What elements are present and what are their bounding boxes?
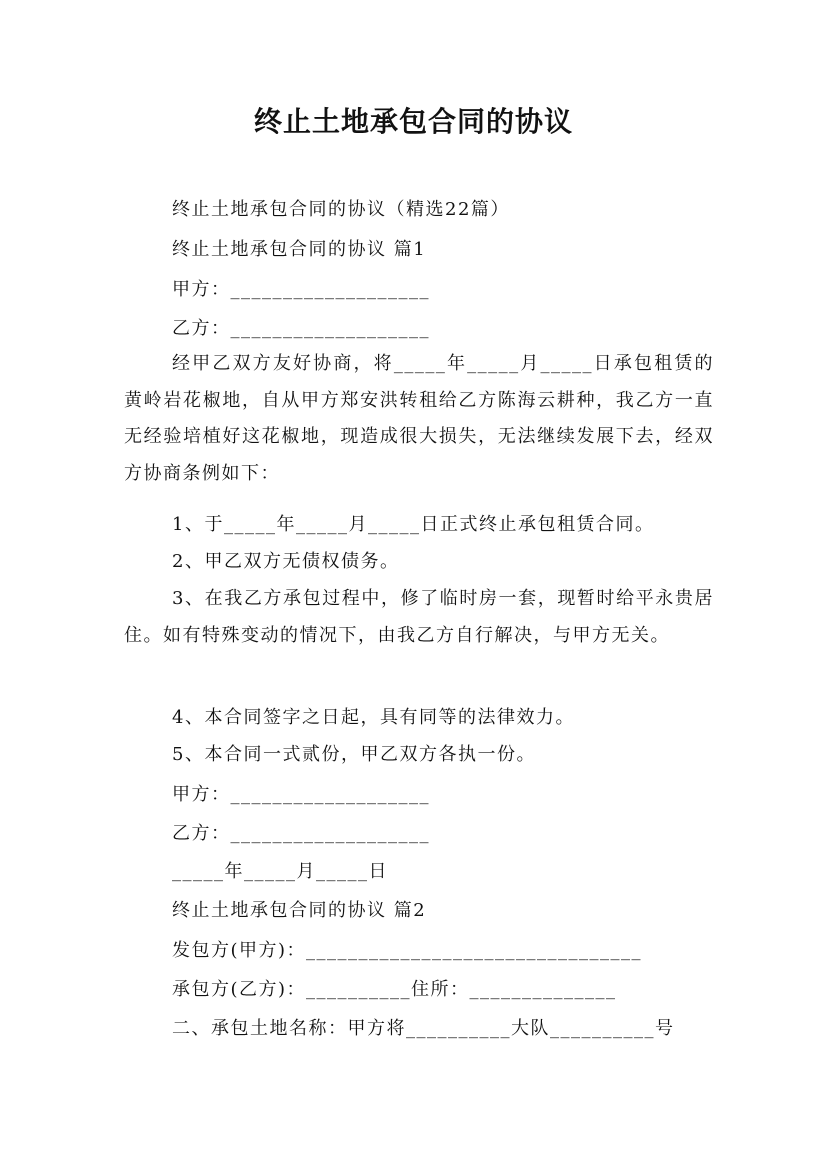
clause-3: 3、在我乙方承包过程中，修了临时房一套，现暂时给平永贵居住。如有特殊变动的情况下，由我乙方自行解决，与甲方无关。: [124, 588, 714, 646]
clause-2: 2、甲乙双方无债权债务。: [172, 551, 400, 572]
document-subtitle: 终止土地承包合同的协议（精选22篇）: [172, 199, 510, 220]
clause-1: 1、于_____年_____月_____日正式终止承包租赁合同。: [172, 514, 655, 535]
contractor-party-b: 承包方(乙方)：__________住所：______________: [172, 979, 617, 1000]
party-b-line: 乙方：___________________: [172, 318, 430, 339]
contractor-party-a: 发包方(甲方)：________________________________: [172, 940, 643, 961]
document-title: 终止土地承包合同的协议: [253, 105, 573, 138]
agreement-paragraph: 经甲乙双方友好协商，将_____年_____月_____日承包租赁的黄岭岩花椒地，自从甲方郑安洪转租给乙方陈海云耕种，我乙方一直无经验培植好这花椒地，现造成很大损失，无法继续发展下去，经双方协商条例如下：: [124, 353, 714, 484]
clause-5: 5、本合同一式贰份，甲乙双方各执一份。: [172, 744, 536, 765]
signature-party-a: 甲方：___________________: [172, 784, 430, 805]
clause-4: 4、本合同签字之日起，具有同等的法律效力。: [172, 707, 575, 728]
signature-party-b: 乙方：___________________: [172, 823, 430, 844]
section-heading-2: 终止土地承包合同的协议 篇2: [172, 900, 427, 921]
signature-date: _____年_____月_____日: [172, 861, 388, 882]
contract-land-name: 二、承包土地名称：甲方将__________大队__________号: [172, 1018, 675, 1039]
section-heading-1: 终止土地承包合同的协议 篇1: [172, 239, 427, 260]
party-a-line: 甲方：___________________: [172, 279, 430, 300]
